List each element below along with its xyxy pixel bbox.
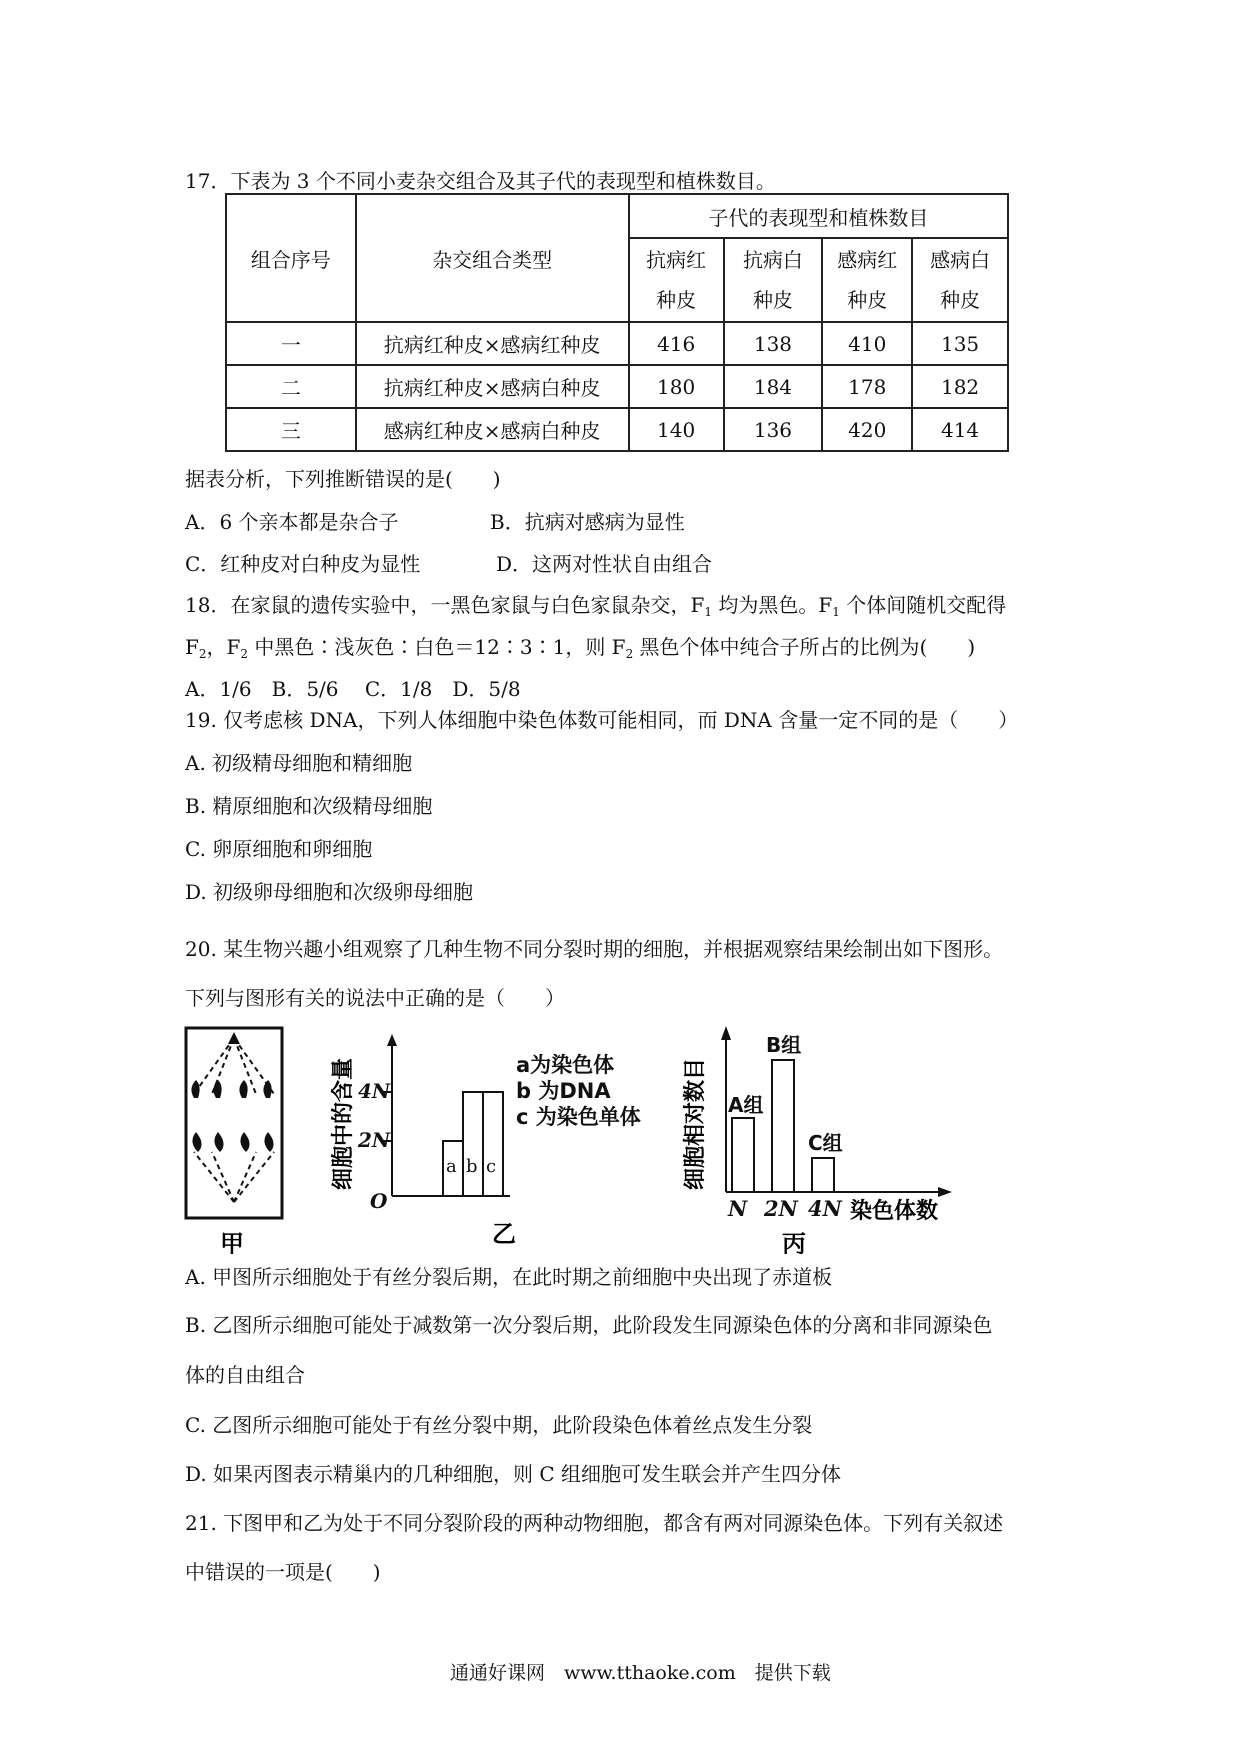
bing-group-a-label: A组 — [728, 1093, 764, 1117]
bing-ylabel: 细胞相对数目 — [683, 1057, 708, 1190]
q20-option-b-line2: 体的自由组合 — [185, 1363, 305, 1387]
q20-option-b-line1: B. 乙图所示细胞可能处于减数第一次分裂后期，此阶段发生同源染色体的分离和非同源染色 — [185, 1313, 993, 1337]
q20-option-d: D. 如果丙图表示精巢内的几种细胞，则 C 组细胞可发生联会并产生四分体 — [185, 1462, 842, 1486]
q17-option-b: B．抗病对感病为显性 — [490, 510, 685, 534]
q17-stem: 17．下表为 3 个不同小麦杂交组合及其子代的表现型和植株数目。 — [185, 169, 776, 193]
pheno-header: 抗病白 种皮 — [724, 238, 823, 322]
legend-b: b 为DNA — [516, 1079, 611, 1103]
figure-yi — [320, 1030, 680, 1254]
pheno-header: 感病红 种皮 — [822, 238, 912, 322]
q20-option-c: C. 乙图所示细胞可能处于有丝分裂中期，此阶段染色体着丝点发生分裂 — [185, 1413, 813, 1437]
bing-group-b-label: B组 — [766, 1033, 802, 1057]
bing-group-c-label: C组 — [808, 1131, 843, 1155]
legend-c: c 为染色单体 — [516, 1105, 641, 1129]
bar-b — [463, 1092, 483, 1196]
bar-a-label: a — [446, 1156, 457, 1177]
bar-c-label: c — [486, 1156, 497, 1177]
bar-group-c — [812, 1158, 834, 1192]
q19-option-a: A. 初级精母细胞和精细胞 — [185, 751, 413, 775]
header-offspring: 子代的表现型和植株数目 — [629, 194, 1008, 238]
tick-4n: 4N — [358, 1079, 391, 1103]
q19-option-b: B. 精原细胞和次级精母细胞 — [185, 794, 433, 818]
tick-2n: 2N — [358, 1128, 391, 1152]
table-row: 二 抗病红种皮×感病白种皮 180 184 178 182 — [226, 365, 1008, 408]
q18-line1: 18．在家鼠的遗传实验中，一黑色家鼠与白色家鼠杂交，$F_1$ 均为黑色。$F_1$ 个体间随机交配得 — [185, 593, 1007, 619]
q20-option-a: A. 甲图所示细胞处于有丝分裂后期，在此时期之前细胞中央出现了赤道板 — [185, 1265, 833, 1289]
bar-c — [483, 1092, 503, 1196]
q21-stem-line1: 21. 下图甲和乙为处于不同分裂阶段的两种动物细胞，都含有两对同源染色体。下列有关叙述 — [185, 1511, 1004, 1535]
q19-option-d: D. 初级卵母细胞和次级卵母细胞 — [185, 880, 474, 904]
q17-option-d: D．这两对性状自由组合 — [496, 552, 713, 576]
q18-line2: $F_2$，$F_2$ 中黑色∶浅灰色∶白色＝12∶3∶1，则 $F_2$ 黑色个体中纯合子所占的比例为( ) — [185, 635, 976, 661]
q17-prompt: 据表分析，下列推断错误的是( ) — [185, 467, 501, 491]
q21-stem-line2: 中错误的一项是( ) — [185, 1560, 381, 1584]
figure-jia — [180, 1024, 290, 1254]
q18-options: A．1/6 B．5/6 C．1/8 D．5/8 — [185, 677, 521, 701]
bing-tick-2n: 2N — [764, 1196, 798, 1221]
bing-tick-n: N — [728, 1196, 748, 1221]
q19-stem: 19. 仅考虑核 DNA，下列人体细胞中染色体数可能相同，而 DNA 含量一定不同的是（ ） — [185, 708, 1019, 732]
bar-group-b — [772, 1060, 794, 1192]
q17-option-a: A．6 个亲本都是杂合子 — [185, 510, 399, 534]
table-row: 一 抗病红种皮×感病红种皮 416 138 410 135 — [226, 322, 1008, 365]
yi-ylabel: 细胞中的含量 — [331, 1057, 356, 1190]
legend-a: a为染色体 — [516, 1053, 615, 1077]
origin-label: O — [370, 1189, 388, 1213]
table-row: 三 感病红种皮×感病白种皮 140 136 420 414 — [226, 408, 1008, 451]
q20-stem-line1: 20. 某生物兴趣小组观察了几种生物不同分裂时期的细胞，并根据观察结果绘制出如下图形。 — [185, 937, 1004, 961]
bing-tick-4n: 4N — [808, 1196, 842, 1221]
figure-yi-label: 乙 — [492, 1220, 516, 1248]
header-group-no: 组合序号 — [226, 194, 356, 322]
q17-table — [225, 193, 1009, 452]
header-cross-type: 杂交组合类型 — [356, 194, 629, 322]
page-footer: 通通好课网 www.tthaoke.com 提供下载 — [450, 1662, 831, 1684]
q20-stem-line2: 下列与图形有关的说法中正确的是（ ） — [185, 986, 565, 1010]
pheno-header: 感病白 种皮 — [912, 238, 1008, 322]
figure-jia-label: 甲 — [220, 1230, 244, 1254]
bar-b-label: b — [466, 1156, 478, 1177]
q17-option-c: C．红种皮对白种皮为显性 — [185, 552, 421, 576]
bing-xlabel: 染色体数 — [850, 1199, 939, 1224]
figure-bing-label: 丙 — [782, 1230, 806, 1254]
q19-option-c: C. 卵原细胞和卵细胞 — [185, 837, 373, 861]
pheno-header: 抗病红 种皮 — [629, 238, 724, 322]
bar-group-a — [732, 1118, 754, 1192]
figure-bing — [670, 1018, 970, 1254]
